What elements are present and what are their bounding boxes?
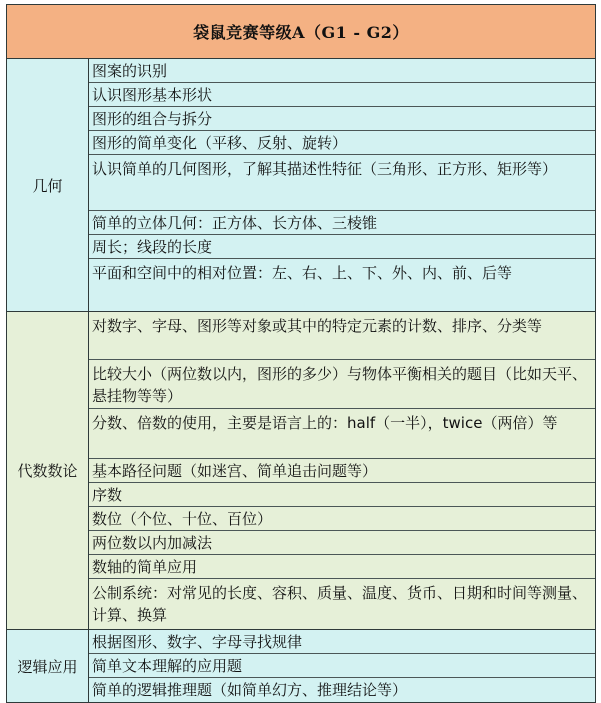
list-item: 图形的简单变化（平移、反射、旋转）	[89, 131, 595, 155]
section-geometry	[7, 59, 595, 312]
list-item: 图案的识别	[89, 59, 595, 83]
list-item: 简单的逻辑推理题（如简单幻方、推理结论等）	[92, 681, 408, 699]
list-item: 根据图形、数字、字母寻找规律	[89, 630, 595, 654]
list-item: 图形的组合与拆分	[89, 107, 595, 131]
section-logic-application	[7, 630, 595, 702]
list-item: 公制系统：对常见的长度、容积、质量、温度、货币、日期和时间等测量、计算、换算	[92, 584, 588, 624]
list-item: 周长；线段的长度	[89, 235, 595, 259]
list-item: 基本路径问题（如迷宫、简单追击问题等）	[89, 459, 595, 483]
item-list	[89, 59, 595, 311]
list-item: 两位数以内加减法	[89, 531, 595, 555]
list-item: 序数	[89, 483, 595, 507]
category-label: 代数数论	[7, 312, 89, 629]
list-item: 数位（个位、十位、百位）	[89, 507, 595, 531]
list-item: 比较大小（两位数以内，图形的多少）与物体平衡相关的题目（比如天平、悬挂物等等）	[89, 360, 595, 409]
table-title: 袋鼠竞赛等级A（G1 - G2）	[7, 5, 595, 59]
list-item: 简单的立体几何：正方体、长方体、三棱锥	[89, 211, 595, 235]
list-item: 认识图形基本形状	[89, 83, 595, 107]
item-list	[89, 312, 595, 629]
list-item: 数轴的简单应用	[89, 555, 595, 579]
syllabus-table	[6, 4, 596, 703]
category-label: 几何	[7, 59, 89, 311]
list-item: 简单文本理解的应用题	[89, 654, 595, 678]
list-item: 平面和空间中的相对位置：左、右、上、下、外、内、前、后等	[92, 264, 513, 282]
section-algebra-number-theory	[7, 312, 595, 630]
list-item: 对数字、字母、图形等对象或其中的特定元素的计数、排序、分类等	[89, 312, 595, 360]
category-label: 逻辑应用	[7, 630, 89, 702]
list-item: 认识简单的几何图形，了解其描述性特征（三角形、正方形、矩形等）	[89, 155, 595, 211]
list-item: 分数、倍数的使用，主要是语言上的：half（一半），twice（两倍）等	[89, 409, 595, 459]
item-list	[89, 630, 595, 702]
